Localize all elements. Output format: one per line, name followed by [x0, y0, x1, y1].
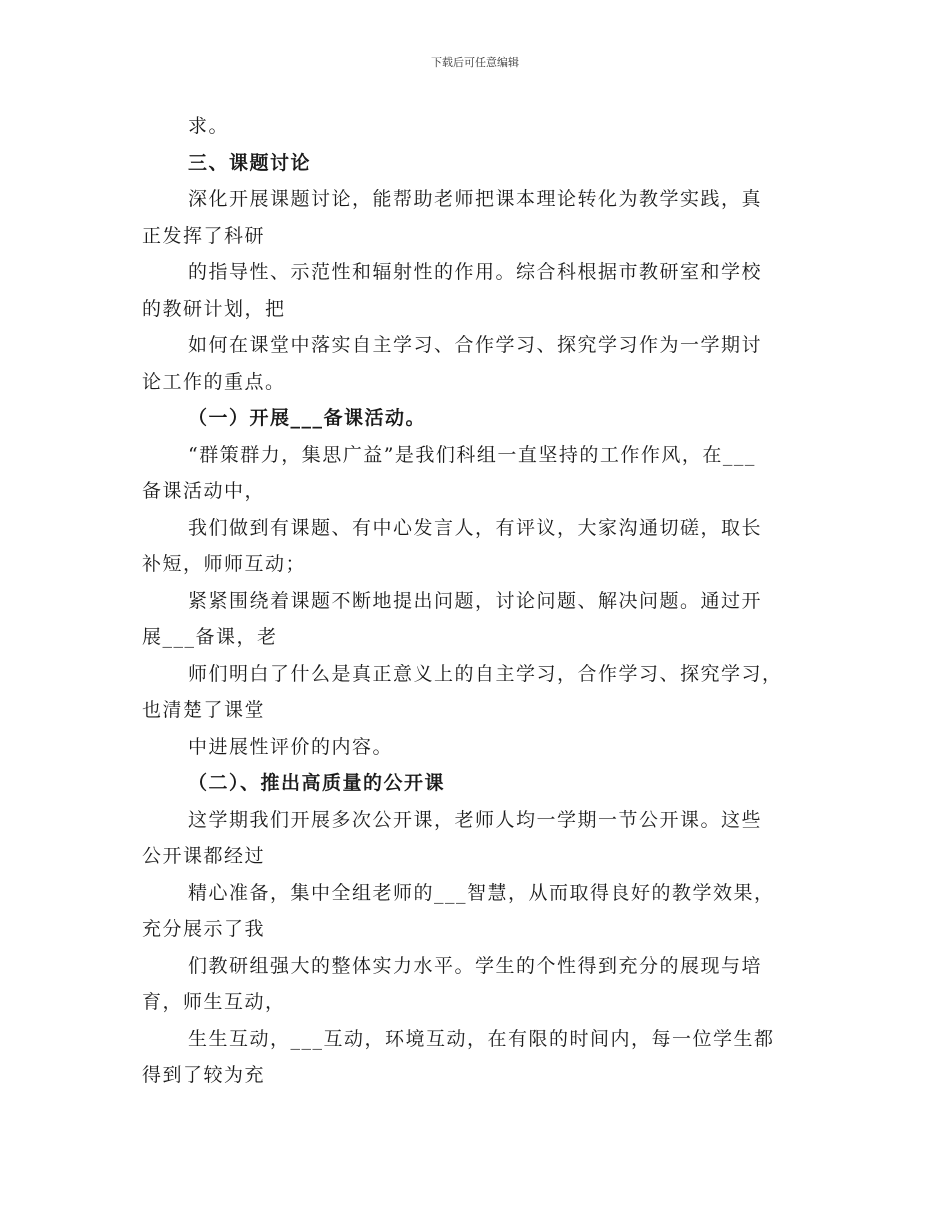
paragraph-line: “群策群力，集思广益”是我们科组一直坚持的工作作风，在___ — [188, 443, 756, 466]
paragraph-line: 的指导性、示范性和辐射性的作用。综合科根据市教研室和学校 — [188, 261, 763, 283]
paragraph-line: 也清楚了课堂 — [142, 699, 266, 721]
paragraph-line: 求。 — [188, 115, 230, 137]
paragraph-line: 这学期我们开展多次公开课，老师人均一学期一节公开课。这些 — [188, 808, 763, 831]
paragraph-line: 深化开展课题讨论，能帮助老师把课本理论转化为教学实践，真 — [188, 188, 763, 210]
paragraph-line: 育，师生互动， — [142, 991, 286, 1013]
paragraph-line: 正发挥了科研 — [142, 224, 266, 247]
section-heading: 三、课题讨论 — [188, 151, 312, 174]
paragraph-line: 精心准备，集中全组老师的___智慧，从而取得良好的教学效果， — [188, 881, 775, 904]
paragraph-line: 们教研组强大的整体实力水平。学生的个性得到充分的展现与培 — [188, 954, 763, 977]
paragraph-line: 如何在课堂中落实自主学习、合作学习、探究学习作为一学期讨 — [188, 334, 763, 356]
section-heading: （二）、推出高质量的公开课 — [188, 772, 446, 794]
paragraph-line: 的教研计划，把 — [142, 297, 286, 320]
paragraph-line: 中进展性评价的内容。 — [188, 735, 394, 758]
paragraph-line: 我们做到有课题、有中心发言人，有评议，大家沟通切磋，取长 — [188, 516, 763, 539]
paragraph-line: 充分展示了我 — [142, 918, 266, 940]
section-heading: （一）开展___备课活动。 — [188, 407, 427, 429]
paragraph-line: 备课活动中， — [142, 480, 266, 502]
paragraph-line: 生生互动，___互动，环境互动，在有限的时间内，每一位学生都 — [188, 1027, 775, 1050]
paragraph-line: 论工作的重点。 — [142, 370, 286, 393]
paragraph-line: 补短，师师互动； — [142, 553, 307, 575]
paragraph-line: 师们明白了什么是真正意义上的自主学习，合作学习、探究学习， — [188, 662, 783, 685]
document-body — [142, 108, 822, 1094]
page-header: 下载后可任意编辑 — [431, 56, 519, 69]
paragraph-line: 紧紧围绕着课题不断地提出问题，讨论问题、解决问题。通过开 — [188, 589, 763, 612]
paragraph-line: 得到了较为充 — [142, 1064, 266, 1086]
paragraph-line: 公开课都经过 — [142, 845, 266, 867]
paragraph-line: 展___备课，老 — [142, 626, 278, 648]
